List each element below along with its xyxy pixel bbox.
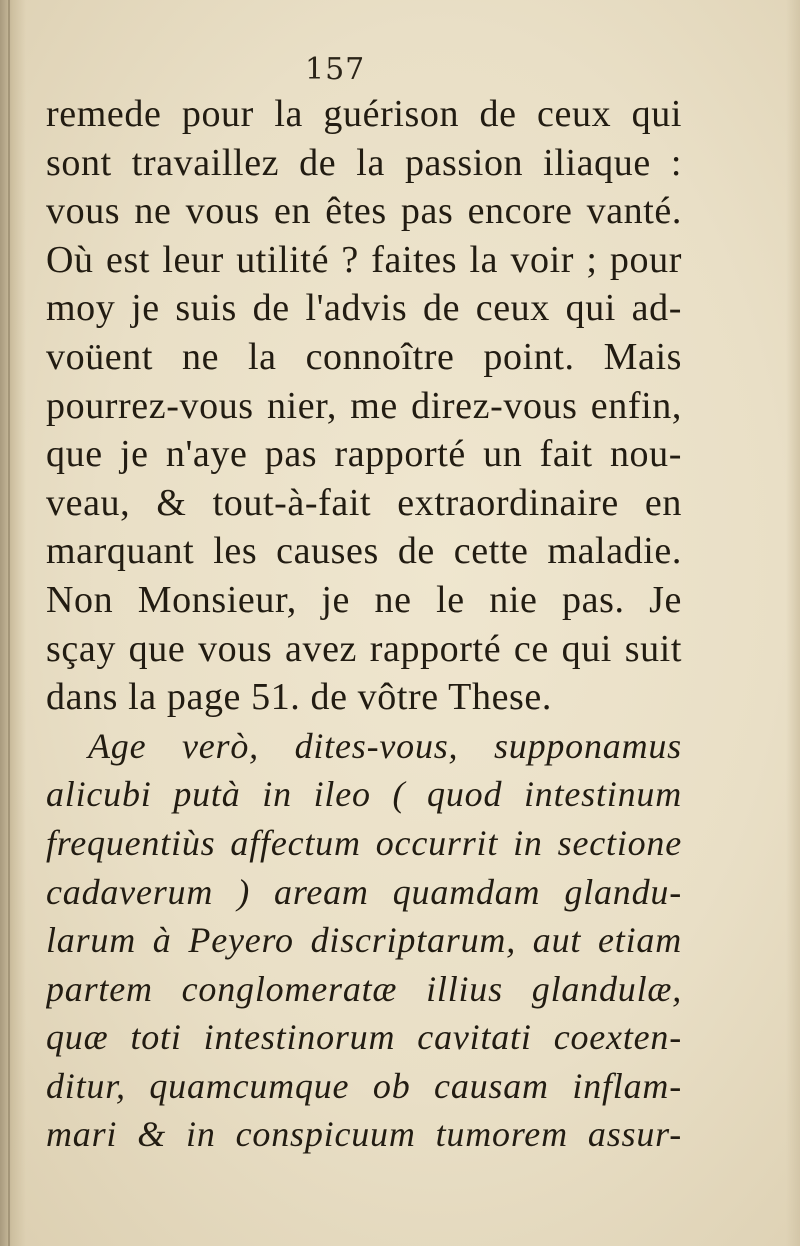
latin-line: quæ toti intestinorum cavitati coexten-: [46, 1017, 682, 1058]
page-number: 157: [305, 52, 366, 87]
text-line: sont travaillez de la passion iliaque :: [46, 141, 682, 184]
latin-line: partem conglomeratæ illius glandulæ,: [46, 968, 682, 1009]
latin-line: frequentiùs affectum occurrit in sectione: [46, 822, 682, 863]
binding-shadow: [0, 0, 26, 1246]
text-line: marquant les causes de cette maladie.: [46, 530, 682, 573]
text-line: Non Monsieur, je ne le nie pas. Je: [46, 578, 682, 621]
latin-line: alicubi putà in ileo ( quod intestinum: [46, 774, 682, 815]
text-line: moy je suis de l'advis de ceux qui ad-: [46, 287, 682, 330]
latin-line: larum à Peyero discriptarum, aut etiam: [46, 920, 682, 961]
text-line: voüent ne la connoître point. Mais: [46, 335, 682, 378]
body-text: [46, 90, 682, 1159]
text-line: pourrez-vous nier, me direz-vous enfin,: [46, 384, 682, 427]
latin-line: mari & in conspicuum tumorem assur-: [46, 1114, 682, 1155]
text-line: veau, & tout-à-fait extraordinaire en: [46, 481, 682, 524]
latin-line: ditur, quamcumque ob causam inflam-: [46, 1065, 682, 1106]
latin-line: cadaverum ) aream quamdam glandu-: [46, 871, 682, 912]
text-line: que je n'aye pas rapporté un fait nou-: [46, 433, 682, 476]
text-line: vous ne vous en êtes pas encore vanté.: [46, 190, 682, 233]
text-line: Où est leur utilité ? faites la voir ; pour: [46, 238, 682, 281]
text-line: remede pour la guérison de ceux qui: [46, 93, 682, 135]
page-edge-shadow: [786, 0, 800, 1246]
text-line: sçay que vous avez rapporté ce qui suit: [46, 627, 682, 670]
text-line: dans la page 51. de vôtre These.: [46, 676, 553, 719]
binding-edge: [8, 0, 10, 1246]
latin-line: Age verò, dites-vous, supponamus: [88, 725, 682, 766]
